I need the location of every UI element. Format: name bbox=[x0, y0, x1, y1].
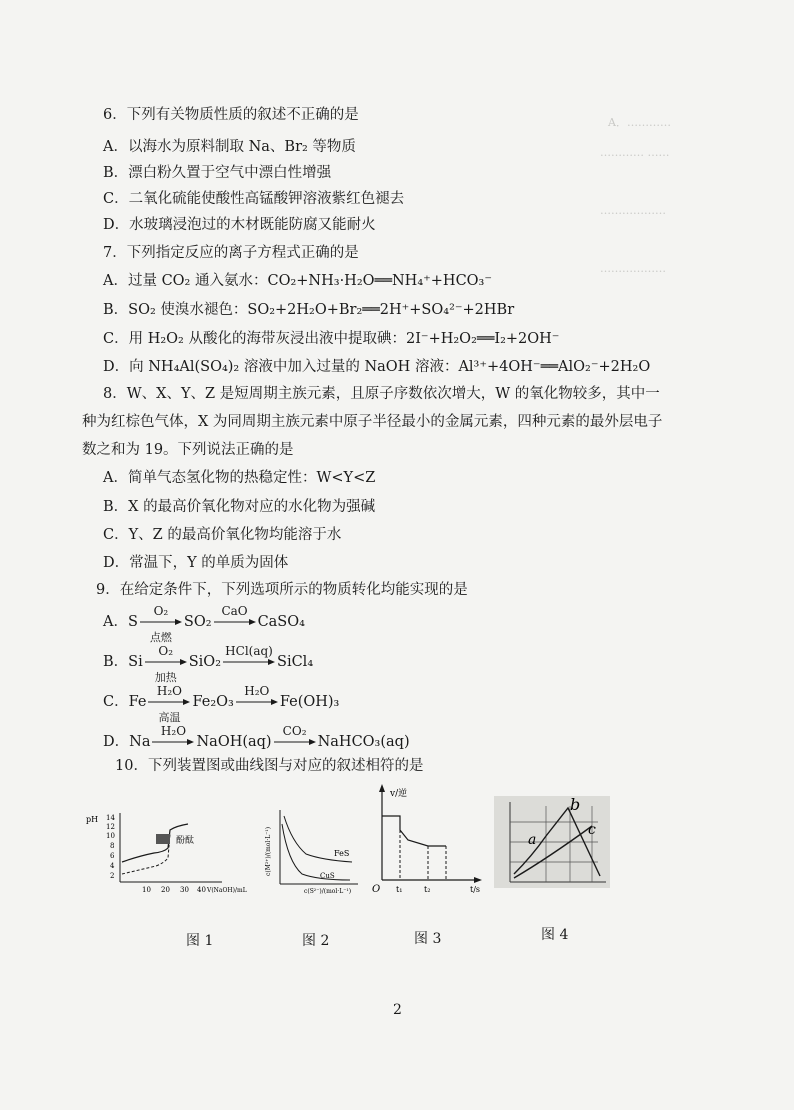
arrow-condition-top: CO₂ bbox=[282, 724, 307, 738]
species: CaSO₄ bbox=[257, 614, 305, 630]
arrow-condition-bottom: 高温 bbox=[158, 711, 181, 724]
q8-stem-line2: 种为红棕色气体，X 为同周期主族元素中原子半径最小的金属元素，四种元素的最外层电子 bbox=[82, 414, 663, 430]
species: SO₂ bbox=[183, 614, 212, 630]
reaction-arrow bbox=[145, 644, 187, 684]
q8-option-d: D．常温下，Y 的单质为固体 bbox=[103, 555, 289, 571]
q8-option-b: B．X 的最高价氧化物对应的水化物为强碱 bbox=[103, 499, 376, 515]
figure-1-caption: 图 1 bbox=[186, 933, 214, 949]
fig2-y-axis-label: c(M²⁺)/(mol·L⁻¹) bbox=[265, 826, 272, 876]
fig3-t2-label: t₂ bbox=[424, 885, 431, 894]
arrow-condition-top: O₂ bbox=[153, 604, 169, 618]
q8-option-a: A．简单气态氢化物的热稳定性：W<Y<Z bbox=[103, 470, 376, 486]
reaction-arrow bbox=[274, 724, 316, 750]
fig3-t1-label: t₁ bbox=[396, 885, 403, 894]
species: S bbox=[127, 614, 138, 630]
arrow-condition-bottom: 点燃 bbox=[149, 631, 172, 644]
fig1-y-axis-label: pH bbox=[86, 815, 99, 824]
q8-stem-line1: 8．W、X、Y、Z 是短周期主族元素，且原子序数依次增大，W 的氧化物较多，其中一 bbox=[103, 386, 660, 402]
q9-option-a bbox=[103, 604, 305, 644]
arrow-condition-top: HCl(aq) bbox=[225, 644, 273, 658]
q10-stem: 10．下列装置图或曲线图与对应的叙述相符的是 bbox=[115, 758, 424, 774]
fig1-xtick: 40 bbox=[197, 886, 206, 894]
bleed-through-text: ………… …… bbox=[600, 146, 670, 159]
arrow-condition-top: H₂O bbox=[160, 724, 187, 738]
option-label: A． bbox=[103, 614, 128, 630]
fig1-xtick: 30 bbox=[180, 886, 189, 894]
figure-4-caption: 图 4 bbox=[541, 927, 569, 943]
fig3-origin-label: O bbox=[372, 884, 381, 895]
page-number: 2 bbox=[393, 1002, 402, 1018]
q6-option-d: D．水玻璃浸泡过的木材既能防腐又能耐火 bbox=[103, 217, 376, 233]
fig1-ytick: 4 bbox=[110, 862, 115, 870]
fig1-x-axis-label: V(NaOH)/mL bbox=[207, 887, 247, 894]
fig1-ytick: 6 bbox=[110, 852, 115, 860]
q7-option-d: D．向 NH₄Al(SO₄)₂ 溶液中加入过量的 NaOH 溶液：Al³⁺+4OH⁻══AlO₂⁻+2H₂O bbox=[103, 359, 651, 375]
fig3-x-axis-label: t/s bbox=[470, 885, 481, 894]
q9-option-c bbox=[103, 684, 340, 724]
fig3-rate-curve bbox=[382, 816, 446, 846]
arrow-condition-bottom: 加热 bbox=[154, 671, 177, 684]
bleed-through-text: ……………… bbox=[600, 204, 666, 217]
q7-option-c: C．用 H₂O₂ 从酸化的海带灰浸出液中提取碘：2I⁻+H₂O₂══I₂+2OH⁻ bbox=[103, 331, 560, 347]
arrow-condition-top: CaO bbox=[221, 604, 248, 618]
q7-stem: 7．下列指定反应的离子方程式正确的是 bbox=[103, 245, 359, 261]
q7-option-a: A．过量 CO₂ 通入氨水：CO₂+NH₃·H₂O══NH₄⁺+HCO₃⁻ bbox=[103, 273, 493, 289]
fig1-ytick: 12 bbox=[106, 823, 115, 831]
q6-option-a: A．以海水为原料制取 Na、Br₂ 等物质 bbox=[103, 139, 356, 155]
option-label: C． bbox=[103, 694, 129, 710]
fig1-indicator-range bbox=[156, 834, 170, 844]
fig1-ytick: 2 bbox=[110, 872, 115, 880]
fig1-ytick: 10 bbox=[106, 832, 115, 840]
species: Si bbox=[128, 654, 143, 670]
reaction-arrow bbox=[140, 604, 182, 644]
figure-4-plot bbox=[488, 786, 618, 898]
species: SiCl₄ bbox=[277, 654, 314, 670]
fig4-mark-a: a bbox=[528, 832, 537, 848]
fig1-xtick: 20 bbox=[161, 886, 170, 894]
fig2-curve-label-fes: FeS bbox=[334, 849, 350, 858]
q9-stem: 9．在给定条件下，下列选项所示的物质转化均能实现的是 bbox=[96, 582, 468, 598]
q8-option-c: C．Y、Z 的最高价氧化物均能溶于水 bbox=[103, 527, 342, 543]
species: NaOH(aq) bbox=[196, 734, 272, 750]
fig2-x-axis-label: c(S²⁻)/(mol·L⁻¹) bbox=[304, 888, 352, 895]
q7-option-b: B．SO₂ 使溴水褪色：SO₂+2H₂O+Br₂══2H⁺+SO₄²⁻+2HBr bbox=[103, 302, 515, 318]
option-label: D． bbox=[103, 734, 130, 750]
fig1-ytick: 8 bbox=[110, 842, 115, 850]
figure-2-caption: 图 2 bbox=[302, 933, 330, 949]
species: NaHCO₃(aq) bbox=[317, 734, 410, 750]
species: SiO₂ bbox=[188, 654, 222, 670]
arrow-condition-top: O₂ bbox=[158, 644, 174, 658]
q6-stem: 6．下列有关物质性质的叙述不正确的是 bbox=[103, 107, 359, 123]
reaction-arrow bbox=[148, 684, 190, 724]
figure-1-titration-plot bbox=[84, 808, 247, 898]
fig2-curve-label-cus: CuS bbox=[320, 872, 335, 880]
q6-option-b: B．漂白粉久置于空气中漂白性增强 bbox=[103, 165, 332, 181]
option-label: B． bbox=[103, 654, 129, 670]
reaction-arrow bbox=[152, 724, 194, 750]
reaction-arrow bbox=[214, 604, 256, 630]
fig4-mark-b: b bbox=[570, 795, 581, 814]
q6-option-c: C．二氧化硫能使酸性高锰酸钾溶液紫红色褪去 bbox=[103, 191, 405, 207]
q9-option-b bbox=[103, 644, 314, 684]
fig1-indicator-label: 酚酞 bbox=[176, 836, 195, 846]
reaction-arrow bbox=[236, 684, 278, 710]
q9-option-d bbox=[103, 724, 410, 752]
q8-stem-line3: 数之和为 19。下列说法正确的是 bbox=[82, 442, 294, 458]
arrow-condition-top: H₂O bbox=[156, 684, 183, 698]
fig3-y-axis-label: v/逆 bbox=[390, 789, 408, 799]
fig1-xtick: 10 bbox=[142, 886, 151, 894]
bleed-through-text: A．………… bbox=[608, 116, 671, 129]
bleed-through-text: ……………… bbox=[600, 262, 666, 275]
figure-3-rate-time-plot bbox=[370, 784, 490, 896]
figure-3-caption: 图 3 bbox=[414, 931, 442, 947]
species: Fe bbox=[128, 694, 147, 710]
reaction-arrow bbox=[223, 644, 275, 670]
species: Na bbox=[129, 734, 151, 750]
figure-2-solubility-plot bbox=[262, 806, 362, 896]
species: Fe(OH)₃ bbox=[279, 694, 340, 710]
fig4-mark-c: c bbox=[588, 822, 596, 838]
species: Fe₂O₃ bbox=[192, 694, 234, 710]
arrow-condition-top: H₂O bbox=[244, 684, 270, 698]
fig1-ytick: 14 bbox=[106, 814, 115, 822]
